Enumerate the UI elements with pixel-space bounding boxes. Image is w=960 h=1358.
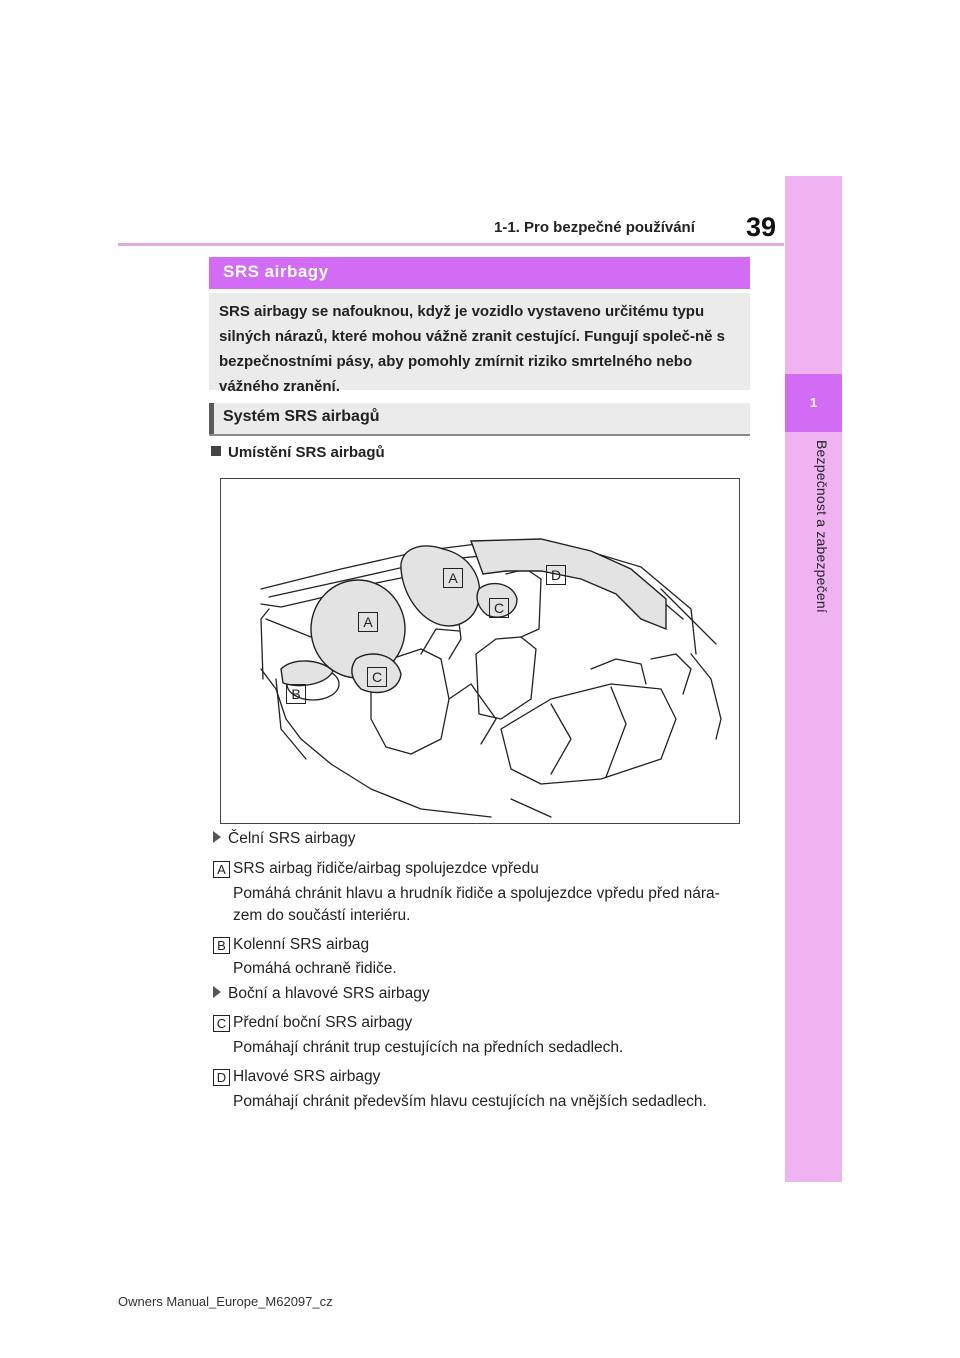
chapter-number: 1 <box>809 395 818 410</box>
triangle-bullet-icon <box>213 831 221 843</box>
title-bar <box>209 257 750 289</box>
figure-label-c-passenger: C <box>489 598 509 618</box>
subsection-title: Systém SRS airbagů <box>223 408 380 425</box>
page-title: SRS airbagy <box>223 262 329 281</box>
item-c-desc: Pomáhají chránit trup cestujících na předních sedadlech. <box>233 1039 624 1056</box>
item-a-desc-1: Pomáhá chránit hlavu a hrudník řidiče a spolujezdce vpředu před nára- <box>233 885 720 902</box>
footer-text: Owners Manual_Europe_M62097_cz <box>118 1294 333 1309</box>
figure-label-a-passenger: A <box>443 568 463 588</box>
figure-label-d: D <box>546 565 566 585</box>
item-a-desc-2: zem do součástí interiéru. <box>233 907 411 924</box>
triangle-bullet-icon <box>213 986 221 998</box>
item-d-title: Hlavové SRS airbagy <box>233 1068 381 1085</box>
intro-box <box>209 293 750 395</box>
list-group-side <box>213 985 430 1003</box>
subheading-text: Umístění SRS airbagů <box>228 444 385 461</box>
item-b-desc: Pomáhá ochraně řidiče. <box>233 960 397 977</box>
front-group-label: Čelní SRS airbagy <box>228 830 356 847</box>
intro-text: SRS airbagy se nafouknou, když je vozidlo vystaveno určitému typu silných nárazů, které mohou vážně zranit cestující. Fungují společ-ně s bezpečnostními pásy, aby pomohly zmírnit riziko smrtelného nebo vážného zranění. <box>219 303 725 395</box>
header-divider <box>118 243 784 246</box>
subheading <box>211 444 385 461</box>
page-number: 39 <box>746 212 777 242</box>
chapter-number-tab <box>785 374 842 432</box>
side-group-label: Boční a hlavové SRS airbagy <box>228 985 430 1002</box>
figure-label-c-driver: C <box>367 667 387 687</box>
figure-label-a-driver: A <box>358 612 378 632</box>
item-c-title: Přední boční SRS airbagy <box>233 1014 413 1031</box>
item-b-title: Kolenní SRS airbag <box>233 936 370 953</box>
chapter-label: Bezpečnost a zabezpečení <box>814 440 830 613</box>
chapter-side-tab <box>785 176 842 1182</box>
section-title: 1-1. Pro bezpečné používání <box>494 219 695 236</box>
list-label-b: B <box>213 937 230 954</box>
list-label-d: D <box>213 1069 230 1086</box>
item-a-title: SRS airbag řidiče/airbag spolujezdce vpředu <box>233 860 539 877</box>
car-interior-illustration <box>221 479 739 823</box>
item-d-desc: Pomáhají chránit především hlavu cestujících na vnějších sedadlech. <box>233 1093 707 1110</box>
subsection-bar <box>209 403 750 436</box>
list-label-a: A <box>213 861 230 878</box>
square-bullet-icon <box>211 446 221 456</box>
list-label-c: C <box>213 1015 230 1032</box>
figure-label-b: B <box>286 684 306 704</box>
list-group-front <box>213 830 356 848</box>
subsection-accent <box>209 403 214 434</box>
airbag-location-figure <box>220 478 740 824</box>
